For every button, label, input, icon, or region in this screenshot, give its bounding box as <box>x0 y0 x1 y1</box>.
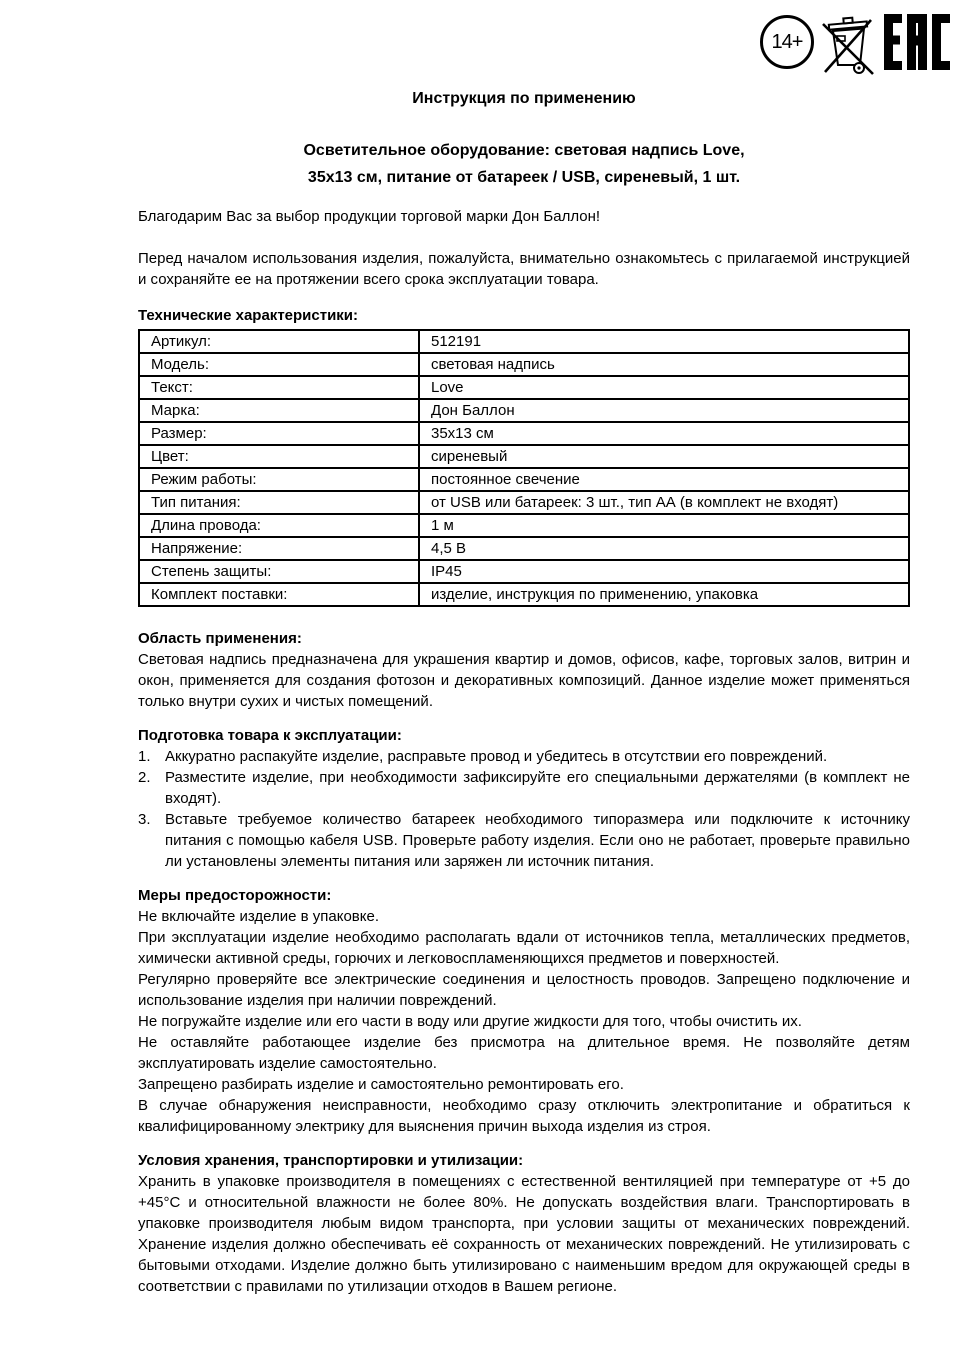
spec-row <box>139 422 909 445</box>
age-restriction-icon: 14+ <box>760 15 814 69</box>
spec-label-cell: Цвет: <box>139 445 419 468</box>
spec-value-cell: IP45 <box>419 560 909 583</box>
spec-value-cell: 35х13 см <box>419 422 909 445</box>
spec-value-cell: 4,5 В <box>419 537 909 560</box>
spec-label-cell: Размер: <box>139 422 419 445</box>
spec-label-cell: Марка: <box>139 399 419 422</box>
spec-value-cell: 512191 <box>419 330 909 353</box>
specs-table-body <box>139 330 909 606</box>
spec-row <box>139 560 909 583</box>
section-heading: Область применения: <box>138 630 302 647</box>
product-subtitle-line1: Осветительное оборудование: световая надпись Love, <box>303 142 745 159</box>
list-item <box>138 746 910 767</box>
spec-value-cell: Love <box>419 376 909 399</box>
section-paragraph: Хранить в упаковке производителя в помещениях с естественной вентиляцией при температуре от +5 до +45°С и относительной влажности не более 80%. Не допускать воздействия влаги. Транспортировать в упаковке производителя любым видом транспорта, при условии защиты от механических повреждений. Хранение изделия должно обеспечивать её сохранность от механических повреждений. Не утилизировать с бытовыми отходами. Изделие должно быть утилизировано с наименьшим вредом для окружающей среды в соответствии с правилами по утилизации отходов в Вашем регионе. <box>138 1173 910 1295</box>
spec-row <box>139 353 909 376</box>
spec-value-cell: сиреневый <box>419 445 909 468</box>
list-item-number: 3. <box>138 811 151 828</box>
spec-value-cell: световая надпись <box>419 353 909 376</box>
spec-value-cell: изделие, инструкция по применению, упаковка <box>419 583 909 606</box>
section-paragraph: Не погружайте изделие или его части в воду или другие жидкости для того, чтобы очистить их. <box>138 1013 802 1030</box>
spec-row <box>139 330 909 353</box>
spec-label-cell: Длина провода: <box>139 514 419 537</box>
list-item-number: 1. <box>138 748 151 765</box>
section-paragraph: Не оставляйте работающее изделие без присмотра на длительное время. Не позволяйте детям эксплуатировать изделие самостоятельно. <box>138 1034 910 1072</box>
spec-row <box>139 537 909 560</box>
section-heading: Условия хранения, транспортировки и утилизации: <box>138 1152 524 1169</box>
spec-label-cell: Степень защиты: <box>139 560 419 583</box>
list-item-number: 2. <box>138 769 151 786</box>
thanks-paragraph: Благодарим Вас за выбор продукции торговой марки Дон Баллон! <box>138 208 601 225</box>
spec-value-cell: Дон Баллон <box>419 399 909 422</box>
spec-value-cell: 1 м <box>419 514 909 537</box>
spec-value-cell: постоянное свечение <box>419 468 909 491</box>
spec-label-cell: Комплект поставки: <box>139 583 419 606</box>
spec-label-cell: Режим работы: <box>139 468 419 491</box>
section-paragraph: Запрещено разбирать изделие и самостоятельно ремонтировать его. <box>138 1076 624 1093</box>
section-heading: Подготовка товара к эксплуатации: <box>138 727 402 744</box>
spec-value-cell: от USB или батареек: 3 шт., тип АА (в комплект не входят) <box>419 491 909 514</box>
spec-row <box>139 491 909 514</box>
notice-paragraph: Перед началом использования изделия, пожалуйста, внимательно ознакомьтесь с прилагаемой инструкцией и сохраняйте ее на протяжении всего срока эксплуатации товара. <box>138 250 910 288</box>
spec-row <box>139 583 909 606</box>
section-paragraph: В случае обнаружения неисправности, необходимо сразу отключить электропитание и обратиться к квалифицированному электрику для выяснения причин выхода изделия из строя. <box>138 1097 910 1135</box>
spec-row <box>139 376 909 399</box>
spec-row <box>139 399 909 422</box>
section <box>138 1150 910 1297</box>
list-item-text: Разместите изделие, при необходимости зафиксируйте его специальными держателями (в комплект не входят). <box>165 769 910 807</box>
section <box>138 725 910 872</box>
spec-label-cell: Артикул: <box>139 330 419 353</box>
section-paragraph: Регулярно проверяйте все электрические соединения и целостность проводов. Запрещено подключение и использование изделия при наличии повреждений. <box>138 971 910 1009</box>
document-content <box>138 0 910 1297</box>
spec-label-cell: Напряжение: <box>139 537 419 560</box>
spec-label-cell: Модель: <box>139 353 419 376</box>
spec-row <box>139 514 909 537</box>
page-title: Инструкция по применению <box>412 90 636 107</box>
numbered-list <box>138 746 910 872</box>
product-subtitle-line2: 35х13 см, питание от батареек / USB, сиреневый, 1 шт. <box>307 169 741 186</box>
specs-heading: Технические характеристики: <box>138 307 359 324</box>
list-item-text: Вставьте требуемое количество батареек необходимого типоразмера или подключите к источнику питания с помощью кабеля USB. Проверьте работу изделия. Если оно не работает, проверьте правильно ли установлены элементы питания или заряжен ли источник питания. <box>165 811 910 870</box>
section <box>138 885 910 1137</box>
sections <box>138 628 910 1297</box>
section <box>138 628 910 712</box>
spec-row <box>139 468 909 491</box>
list-item <box>138 767 910 809</box>
section-paragraph: При эксплуатации изделие необходимо располагать вдали от источников тепла, металлических предметов, химически активной среды, горючих и легковоспламеняющихся предметов и поверхностей. <box>138 929 910 967</box>
spec-row <box>139 445 909 468</box>
spec-label-cell: Тип питания: <box>139 491 419 514</box>
product-subtitle <box>138 137 910 191</box>
section-heading: Меры предосторожности: <box>138 887 332 904</box>
section-paragraph: Световая надпись предназначена для украшения квартир и домов, офисов, кафе, торговых залов, витрин и окон, применяется для создания фотозон и декоративных композиций. Данное изделие может применяться только внутри сухих и чистых помещений. <box>138 651 910 710</box>
list-item <box>138 809 910 872</box>
list-item-text: Аккуратно распакуйте изделие, расправьте провод и убедитесь в отсутствии его повреждений. <box>165 748 828 765</box>
spec-label-cell: Текст: <box>139 376 419 399</box>
specs-table <box>138 329 910 607</box>
section-paragraph: Не включайте изделие в упаковке. <box>138 908 380 925</box>
